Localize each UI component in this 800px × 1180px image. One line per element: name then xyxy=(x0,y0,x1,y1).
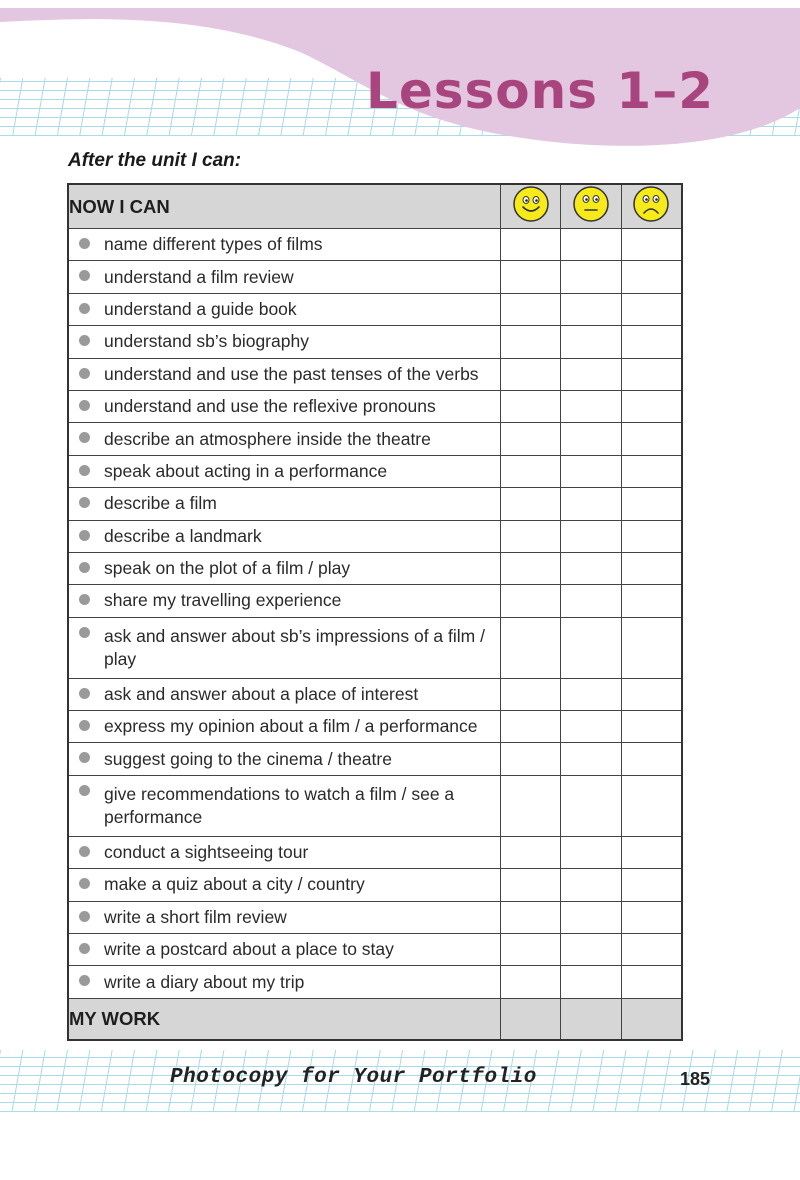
table-row xyxy=(68,488,682,520)
can-do-statement: understand and use the reflexive pronouns xyxy=(104,396,436,417)
sad-rating-cell[interactable] xyxy=(621,423,682,455)
can-do-statement: understand and use the past tenses of the verbs xyxy=(104,363,479,384)
table-row xyxy=(68,455,682,487)
bullet-icon xyxy=(79,238,90,249)
neutral-rating-cell[interactable] xyxy=(561,293,622,325)
table-row xyxy=(68,423,682,455)
neutral-rating-cell[interactable] xyxy=(561,966,622,998)
happy-rating-cell[interactable] xyxy=(500,520,561,552)
happy-rating-cell[interactable] xyxy=(500,901,561,933)
can-do-statement: speak about acting in a performance xyxy=(104,460,388,481)
happy-rating-cell[interactable] xyxy=(500,966,561,998)
sad-rating-cell[interactable] xyxy=(621,326,682,358)
sad-rating-cell[interactable] xyxy=(621,617,682,678)
neutral-rating-cell[interactable] xyxy=(561,869,622,901)
page-number: 185 xyxy=(680,1069,711,1089)
bullet-icon xyxy=(79,943,90,954)
bullet-icon xyxy=(79,785,90,796)
neutral-rating-cell[interactable] xyxy=(561,326,622,358)
can-do-statement: share my travelling experience xyxy=(104,590,342,611)
sad-rating-cell[interactable] xyxy=(621,488,682,520)
can-do-statement: speak on the plot of a film / play xyxy=(104,558,351,579)
sad-rating-cell[interactable] xyxy=(621,261,682,293)
sad-my-work-cell[interactable] xyxy=(621,998,682,1040)
table-row xyxy=(68,966,682,998)
happy-rating-cell[interactable] xyxy=(500,326,561,358)
can-do-statement: ask and answer about a place of interest xyxy=(104,683,419,704)
bullet-icon xyxy=(79,303,90,314)
neutral-rating-cell[interactable] xyxy=(561,552,622,584)
sad-rating-cell[interactable] xyxy=(621,901,682,933)
neutral-my-work-cell[interactable] xyxy=(561,998,622,1040)
sad-rating-cell[interactable] xyxy=(621,869,682,901)
sad-rating-cell[interactable] xyxy=(621,966,682,998)
neutral-rating-cell[interactable] xyxy=(561,711,622,743)
bullet-icon xyxy=(79,562,90,573)
neutral-rating-cell[interactable] xyxy=(561,358,622,390)
sad-rating-cell[interactable] xyxy=(621,293,682,325)
bullet-icon xyxy=(79,846,90,857)
can-do-statement: suggest going to the cinema / theatre xyxy=(104,748,392,769)
table-row xyxy=(68,261,682,293)
table-row xyxy=(68,229,682,261)
can-do-statement: conduct a sightseeing tour xyxy=(104,842,309,863)
sad-rating-cell[interactable] xyxy=(621,836,682,868)
can-do-statement: write a postcard about a place to stay xyxy=(104,939,394,960)
happy-rating-cell[interactable] xyxy=(500,743,561,775)
can-do-statement: describe an atmosphere inside the theatre xyxy=(104,428,431,449)
can-do-statement: describe a landmark xyxy=(104,525,262,546)
can-do-statement: write a short film review xyxy=(104,906,287,927)
table-row xyxy=(68,293,682,325)
happy-rating-cell[interactable] xyxy=(500,617,561,678)
happy-rating-cell[interactable] xyxy=(500,711,561,743)
table-row xyxy=(68,869,682,901)
happy-rating-cell[interactable] xyxy=(500,455,561,487)
table-row xyxy=(68,326,682,358)
can-do-statement: ask and answer about sb’s impressions of a film / play xyxy=(104,625,485,669)
neutral-rating-cell[interactable] xyxy=(561,617,622,678)
table-row xyxy=(68,775,682,836)
bullet-icon xyxy=(79,752,90,763)
happy-face-icon xyxy=(512,185,550,223)
happy-rating-cell[interactable] xyxy=(500,488,561,520)
happy-rating-cell[interactable] xyxy=(500,775,561,836)
bullet-icon xyxy=(79,911,90,922)
table-header-row xyxy=(68,184,682,229)
sad-rating-cell[interactable] xyxy=(621,455,682,487)
table-row xyxy=(68,934,682,966)
can-do-statement: express my opinion about a film / a performance xyxy=(104,716,478,737)
sad-rating-cell[interactable] xyxy=(621,711,682,743)
table-row xyxy=(68,836,682,868)
table-footer-row xyxy=(68,998,682,1040)
sad-rating-cell[interactable] xyxy=(621,743,682,775)
table-row xyxy=(68,585,682,617)
happy-my-work-cell[interactable] xyxy=(500,998,561,1040)
bullet-icon xyxy=(79,878,90,889)
can-do-statement: understand sb’s biography xyxy=(104,331,309,352)
happy-rating-cell[interactable] xyxy=(500,293,561,325)
bullet-icon xyxy=(79,432,90,443)
neutral-rating-cell[interactable] xyxy=(561,775,622,836)
sad-rating-cell[interactable] xyxy=(621,934,682,966)
happy-rating-cell[interactable] xyxy=(500,552,561,584)
can-do-statement: understand a guide book xyxy=(104,298,297,319)
my-work-label: MY WORK xyxy=(68,998,500,1040)
neutral-rating-cell[interactable] xyxy=(561,229,622,261)
neutral-rating-cell[interactable] xyxy=(561,455,622,487)
bullet-icon xyxy=(79,627,90,638)
now-i-can-header: NOW I CAN xyxy=(68,184,500,229)
bullet-icon xyxy=(79,270,90,281)
footer-text: Photocopy for Your Portfolio xyxy=(170,1066,537,1089)
bullet-icon xyxy=(79,465,90,476)
can-do-statement: describe a film xyxy=(104,493,217,514)
neutral-rating-cell[interactable] xyxy=(561,678,622,710)
can-do-statement: give recommendations to watch a film / see a performance xyxy=(104,783,455,827)
bullet-icon xyxy=(79,530,90,541)
happy-rating-cell[interactable] xyxy=(500,585,561,617)
table-row xyxy=(68,358,682,390)
sad-rating-cell[interactable] xyxy=(621,552,682,584)
neutral-rating-cell[interactable] xyxy=(561,520,622,552)
bullet-icon xyxy=(79,720,90,731)
page-title: Lessons 1–2 xyxy=(366,62,714,120)
sad-face-icon xyxy=(632,185,670,223)
happy-rating-cell[interactable] xyxy=(500,678,561,710)
table-row xyxy=(68,711,682,743)
self-assessment-table xyxy=(67,183,683,1041)
can-do-statement: write a diary about my trip xyxy=(104,971,305,992)
table-row xyxy=(68,678,682,710)
sad-rating-cell[interactable] xyxy=(621,390,682,422)
happy-rating-cell[interactable] xyxy=(500,423,561,455)
table-row xyxy=(68,390,682,422)
can-do-statement: understand a film review xyxy=(104,266,294,287)
bullet-icon xyxy=(79,368,90,379)
neutral-rating-cell[interactable] xyxy=(561,423,622,455)
happy-face-header xyxy=(500,184,561,229)
sad-rating-cell[interactable] xyxy=(621,585,682,617)
happy-rating-cell[interactable] xyxy=(500,358,561,390)
neutral-rating-cell[interactable] xyxy=(561,585,622,617)
sad-rating-cell[interactable] xyxy=(621,229,682,261)
neutral-rating-cell[interactable] xyxy=(561,901,622,933)
happy-rating-cell[interactable] xyxy=(500,836,561,868)
sad-rating-cell[interactable] xyxy=(621,775,682,836)
happy-rating-cell[interactable] xyxy=(500,261,561,293)
table-row xyxy=(68,901,682,933)
table-row xyxy=(68,520,682,552)
table-row xyxy=(68,743,682,775)
sad-rating-cell[interactable] xyxy=(621,520,682,552)
can-do-statement: make a quiz about a city / country xyxy=(104,874,365,895)
neutral-rating-cell[interactable] xyxy=(561,488,622,520)
neutral-rating-cell[interactable] xyxy=(561,934,622,966)
neutral-rating-cell[interactable] xyxy=(561,261,622,293)
bullet-icon xyxy=(79,335,90,346)
bullet-icon xyxy=(79,400,90,411)
can-do-statement: name different types of films xyxy=(104,234,323,255)
sad-rating-cell[interactable] xyxy=(621,358,682,390)
sad-face-header xyxy=(621,184,682,229)
happy-rating-cell[interactable] xyxy=(500,229,561,261)
table-row xyxy=(68,617,682,678)
happy-rating-cell[interactable] xyxy=(500,934,561,966)
neutral-rating-cell[interactable] xyxy=(561,836,622,868)
table-row xyxy=(68,552,682,584)
neutral-rating-cell[interactable] xyxy=(561,743,622,775)
neutral-face-header xyxy=(561,184,622,229)
bullet-icon xyxy=(79,497,90,508)
happy-rating-cell[interactable] xyxy=(500,869,561,901)
bullet-icon xyxy=(79,975,90,986)
bullet-icon xyxy=(79,594,90,605)
neutral-face-icon xyxy=(572,185,610,223)
sad-rating-cell[interactable] xyxy=(621,678,682,710)
happy-rating-cell[interactable] xyxy=(500,390,561,422)
neutral-rating-cell[interactable] xyxy=(561,390,622,422)
subtitle: After the unit I can: xyxy=(68,150,242,171)
bullet-icon xyxy=(79,688,90,699)
